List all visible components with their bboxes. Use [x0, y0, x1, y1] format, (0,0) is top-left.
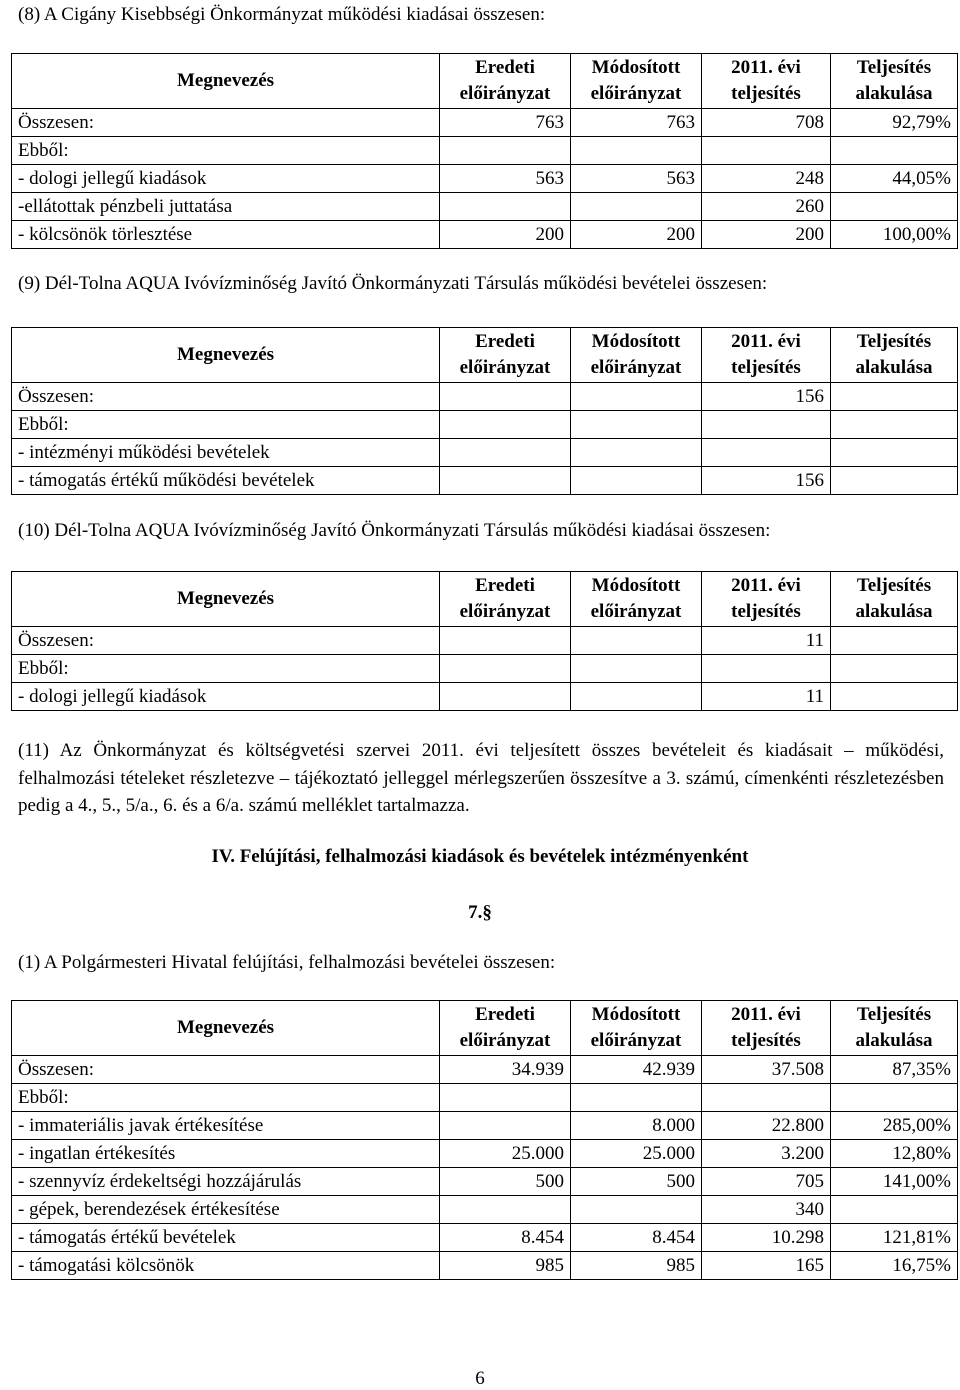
- row-value: [702, 137, 831, 165]
- header-mod: [571, 328, 702, 383]
- row-label: Ebből:: [12, 655, 440, 683]
- table-row: [12, 137, 958, 165]
- row-value: [831, 137, 958, 165]
- row-value: [440, 1196, 571, 1224]
- table-row: [12, 627, 958, 655]
- row-value: 985: [571, 1252, 702, 1280]
- row-value: [440, 655, 571, 683]
- header-orig-line: Eredeti: [475, 57, 535, 78]
- row-label: - dologi jellegű kiadások: [12, 683, 440, 711]
- row-value: 25.000: [440, 1140, 571, 1168]
- row-value: [571, 439, 702, 467]
- header-mod-line: Módosított: [591, 57, 681, 78]
- row-value: 141,00%: [831, 1168, 958, 1196]
- table-row: [12, 193, 958, 221]
- row-value: [702, 411, 831, 439]
- table-row: [12, 467, 958, 495]
- header-perf-line: teljesítés: [731, 83, 801, 104]
- table-row: [12, 1252, 958, 1280]
- row-value: 165: [702, 1252, 831, 1280]
- table-row: [12, 439, 958, 467]
- row-value: [831, 439, 958, 467]
- row-value: 121,81%: [831, 1224, 958, 1252]
- row-label: - szennyvíz érdekeltségi hozzájárulás: [12, 1168, 440, 1196]
- header-orig: [440, 54, 571, 109]
- row-value: 156: [702, 467, 831, 495]
- row-value: 200: [571, 221, 702, 249]
- row-value: 340: [702, 1196, 831, 1224]
- row-value: [440, 1112, 571, 1140]
- row-value: 8.454: [571, 1224, 702, 1252]
- row-value: 25.000: [571, 1140, 702, 1168]
- header-perf-line: 2011. évi: [731, 1004, 801, 1025]
- section-8-heading: (8) A Cigány Kisebbségi Önkormányzat működési kiadásai összesen:: [18, 4, 546, 25]
- row-value: 500: [571, 1168, 702, 1196]
- header-perf-line: teljesítés: [731, 601, 801, 622]
- row-value: [440, 193, 571, 221]
- row-value: 3.200: [702, 1140, 831, 1168]
- row-value: 16,75%: [831, 1252, 958, 1280]
- row-value: [831, 627, 958, 655]
- row-value: 37.508: [702, 1056, 831, 1084]
- row-label: Ebből:: [12, 411, 440, 439]
- row-value: 763: [440, 109, 571, 137]
- row-value: 200: [702, 221, 831, 249]
- row-value: [440, 383, 571, 411]
- header-mod: [571, 1001, 702, 1056]
- row-value: 92,79%: [831, 109, 958, 137]
- header-rate-line: Teljesítés: [856, 575, 932, 596]
- row-label: Összesen:: [12, 383, 440, 411]
- header-orig: [440, 572, 571, 627]
- row-value: [571, 411, 702, 439]
- row-value: 100,00%: [831, 221, 958, 249]
- section-9-heading: (9) Dél-Tolna AQUA Ivóvízminőség Javító Önkormányzati Társulás működési bevételei összesen:: [18, 273, 768, 294]
- table-row: [12, 1168, 958, 1196]
- row-label: - intézményi működési bevételek: [12, 439, 440, 467]
- paragraph-11: (11) Az Önkormányzat és költségvetési szervei 2011. évi teljesített összes bevételeit és kiadásait – működési, felhalmozási tételeket részletezve – tájékoztató jelleggel mérlegszerűen összesítve a 3. számú, címenkénti részletezésben pedig a 4., 5., 5/a., 6. és a 6/a. számú melléklet tartalmazza.: [18, 740, 944, 816]
- header-perf: [702, 1001, 831, 1056]
- row-value: 705: [702, 1168, 831, 1196]
- row-value: [440, 411, 571, 439]
- header-mod-line: Módosított: [591, 1004, 681, 1025]
- row-value: 8.454: [440, 1224, 571, 1252]
- table-row: [12, 1196, 958, 1224]
- row-value: 156: [702, 383, 831, 411]
- header-rate: [831, 1001, 958, 1056]
- paragraph-number: 7.§: [468, 902, 492, 923]
- row-value: [571, 683, 702, 711]
- row-value: [440, 1084, 571, 1112]
- header-mod: [571, 572, 702, 627]
- table-row: [12, 109, 958, 137]
- table-row: [12, 165, 958, 193]
- header-perf-line: 2011. évi: [731, 575, 801, 596]
- row-label: - támogatás értékű bevételek: [12, 1224, 440, 1252]
- row-value: [831, 1084, 958, 1112]
- row-label: Összesen:: [12, 109, 440, 137]
- header-rate-line: alakulása: [855, 601, 933, 622]
- header-rate-line: Teljesítés: [856, 57, 932, 78]
- header-name: Megnevezés: [12, 54, 440, 109]
- row-value: [571, 193, 702, 221]
- header-mod-line: előirányzat: [590, 1030, 682, 1051]
- row-value: [831, 411, 958, 439]
- section-1-table: [11, 1000, 958, 1280]
- row-value: 285,00%: [831, 1112, 958, 1140]
- row-value: 11: [702, 627, 831, 655]
- header-orig-line: előirányzat: [459, 357, 551, 378]
- row-value: [702, 1084, 831, 1112]
- section-8-table: [11, 53, 958, 249]
- header-mod-line: előirányzat: [590, 357, 682, 378]
- row-value: [440, 683, 571, 711]
- header-mod-line: Módosított: [591, 575, 681, 596]
- header-mod-line: előirányzat: [590, 83, 682, 104]
- row-label: - támogatás értékű működési bevételek: [12, 467, 440, 495]
- row-label: Összesen:: [12, 627, 440, 655]
- row-value: 763: [571, 109, 702, 137]
- table-row: [12, 683, 958, 711]
- row-value: [440, 467, 571, 495]
- header-orig: [440, 328, 571, 383]
- section-1-heading: (1) A Polgármesteri Hivatal felújítási, felhalmozási bevételei összesen:: [18, 952, 556, 973]
- row-label: - kölcsönök törlesztése: [12, 221, 440, 249]
- row-value: [440, 439, 571, 467]
- row-value: 260: [702, 193, 831, 221]
- table-row: [12, 1140, 958, 1168]
- header-orig-line: Eredeti: [475, 331, 535, 352]
- row-label: Ebből:: [12, 137, 440, 165]
- header-name: Megnevezés: [12, 1001, 440, 1056]
- header-rate-line: Teljesítés: [856, 1004, 932, 1025]
- section-10-heading: (10) Dél-Tolna AQUA Ivóvízminőség Javító Önkormányzati Társulás működési kiadásai összesen:: [18, 520, 771, 541]
- header-perf-line: teljesítés: [731, 357, 801, 378]
- row-value: 500: [440, 1168, 571, 1196]
- header-rate-line: alakulása: [855, 1030, 933, 1051]
- row-value: [571, 467, 702, 495]
- table-row: [12, 1112, 958, 1140]
- header-mod: [571, 54, 702, 109]
- table-row: [12, 1224, 958, 1252]
- row-label: Ebből:: [12, 1084, 440, 1112]
- section-9-table: [11, 327, 958, 495]
- header-rate-line: alakulása: [855, 83, 933, 104]
- row-value: [571, 383, 702, 411]
- row-value: [702, 655, 831, 683]
- header-perf-line: teljesítés: [731, 1030, 801, 1051]
- row-label: - támogatási kölcsönök: [12, 1252, 440, 1280]
- table-row: [12, 1056, 958, 1084]
- section-10-table: [11, 571, 958, 711]
- row-value: [571, 1196, 702, 1224]
- header-name: Megnevezés: [12, 572, 440, 627]
- row-value: 34.939: [440, 1056, 571, 1084]
- row-value: 200: [440, 221, 571, 249]
- row-value: [831, 467, 958, 495]
- row-value: 12,80%: [831, 1140, 958, 1168]
- header-rate-line: Teljesítés: [856, 331, 932, 352]
- row-value: 8.000: [571, 1112, 702, 1140]
- header-orig-line: előirányzat: [459, 601, 551, 622]
- table-row: [12, 221, 958, 249]
- table-row: [12, 383, 958, 411]
- row-value: [831, 655, 958, 683]
- table-header-row: [12, 572, 958, 627]
- row-value: [440, 627, 571, 655]
- row-value: [831, 193, 958, 221]
- row-value: 708: [702, 109, 831, 137]
- row-value: [702, 439, 831, 467]
- row-value: [440, 137, 571, 165]
- header-orig-line: Eredeti: [475, 575, 535, 596]
- row-value: 44,05%: [831, 165, 958, 193]
- section-title: IV. Felújítási, felhalmozási kiadások és bevételek intézményenként: [211, 846, 749, 867]
- header-mod-line: előirányzat: [590, 601, 682, 622]
- row-value: [831, 683, 958, 711]
- header-rate: [831, 572, 958, 627]
- header-orig-line: Eredeti: [475, 1004, 535, 1025]
- row-label: - ingatlan értékesítés: [12, 1140, 440, 1168]
- header-orig-line: előirányzat: [459, 83, 551, 104]
- row-label: -ellátottak pénzbeli juttatása: [12, 193, 440, 221]
- page-number: 6: [475, 1368, 485, 1389]
- header-perf: [702, 328, 831, 383]
- row-value: [831, 383, 958, 411]
- row-value: 22.800: [702, 1112, 831, 1140]
- header-rate: [831, 328, 958, 383]
- row-value: 11: [702, 683, 831, 711]
- table-row: [12, 411, 958, 439]
- table-row: [12, 1084, 958, 1112]
- row-value: 87,35%: [831, 1056, 958, 1084]
- row-label: - dologi jellegű kiadások: [12, 165, 440, 193]
- row-label: Összesen:: [12, 1056, 440, 1084]
- table-header-row: [12, 54, 958, 109]
- row-value: [571, 655, 702, 683]
- table-header-row: [12, 328, 958, 383]
- row-label: - immateriális javak értékesítése: [12, 1112, 440, 1140]
- row-value: 985: [440, 1252, 571, 1280]
- row-value: [571, 1084, 702, 1112]
- header-perf: [702, 54, 831, 109]
- row-value: [571, 627, 702, 655]
- header-perf-line: 2011. évi: [731, 331, 801, 352]
- header-perf-line: 2011. évi: [731, 57, 801, 78]
- row-value: 42.939: [571, 1056, 702, 1084]
- table-header-row: [12, 1001, 958, 1056]
- table-row: [12, 655, 958, 683]
- row-value: 10.298: [702, 1224, 831, 1252]
- header-orig-line: előirányzat: [459, 1030, 551, 1051]
- row-value: 563: [571, 165, 702, 193]
- header-rate: [831, 54, 958, 109]
- header-orig: [440, 1001, 571, 1056]
- header-mod-line: Módosított: [591, 331, 681, 352]
- header-name: Megnevezés: [12, 328, 440, 383]
- header-perf: [702, 572, 831, 627]
- header-rate-line: alakulása: [855, 357, 933, 378]
- row-value: 563: [440, 165, 571, 193]
- row-value: 248: [702, 165, 831, 193]
- row-value: [831, 1196, 958, 1224]
- row-value: [571, 137, 702, 165]
- row-label: - gépek, berendezések értékesítése: [12, 1196, 440, 1224]
